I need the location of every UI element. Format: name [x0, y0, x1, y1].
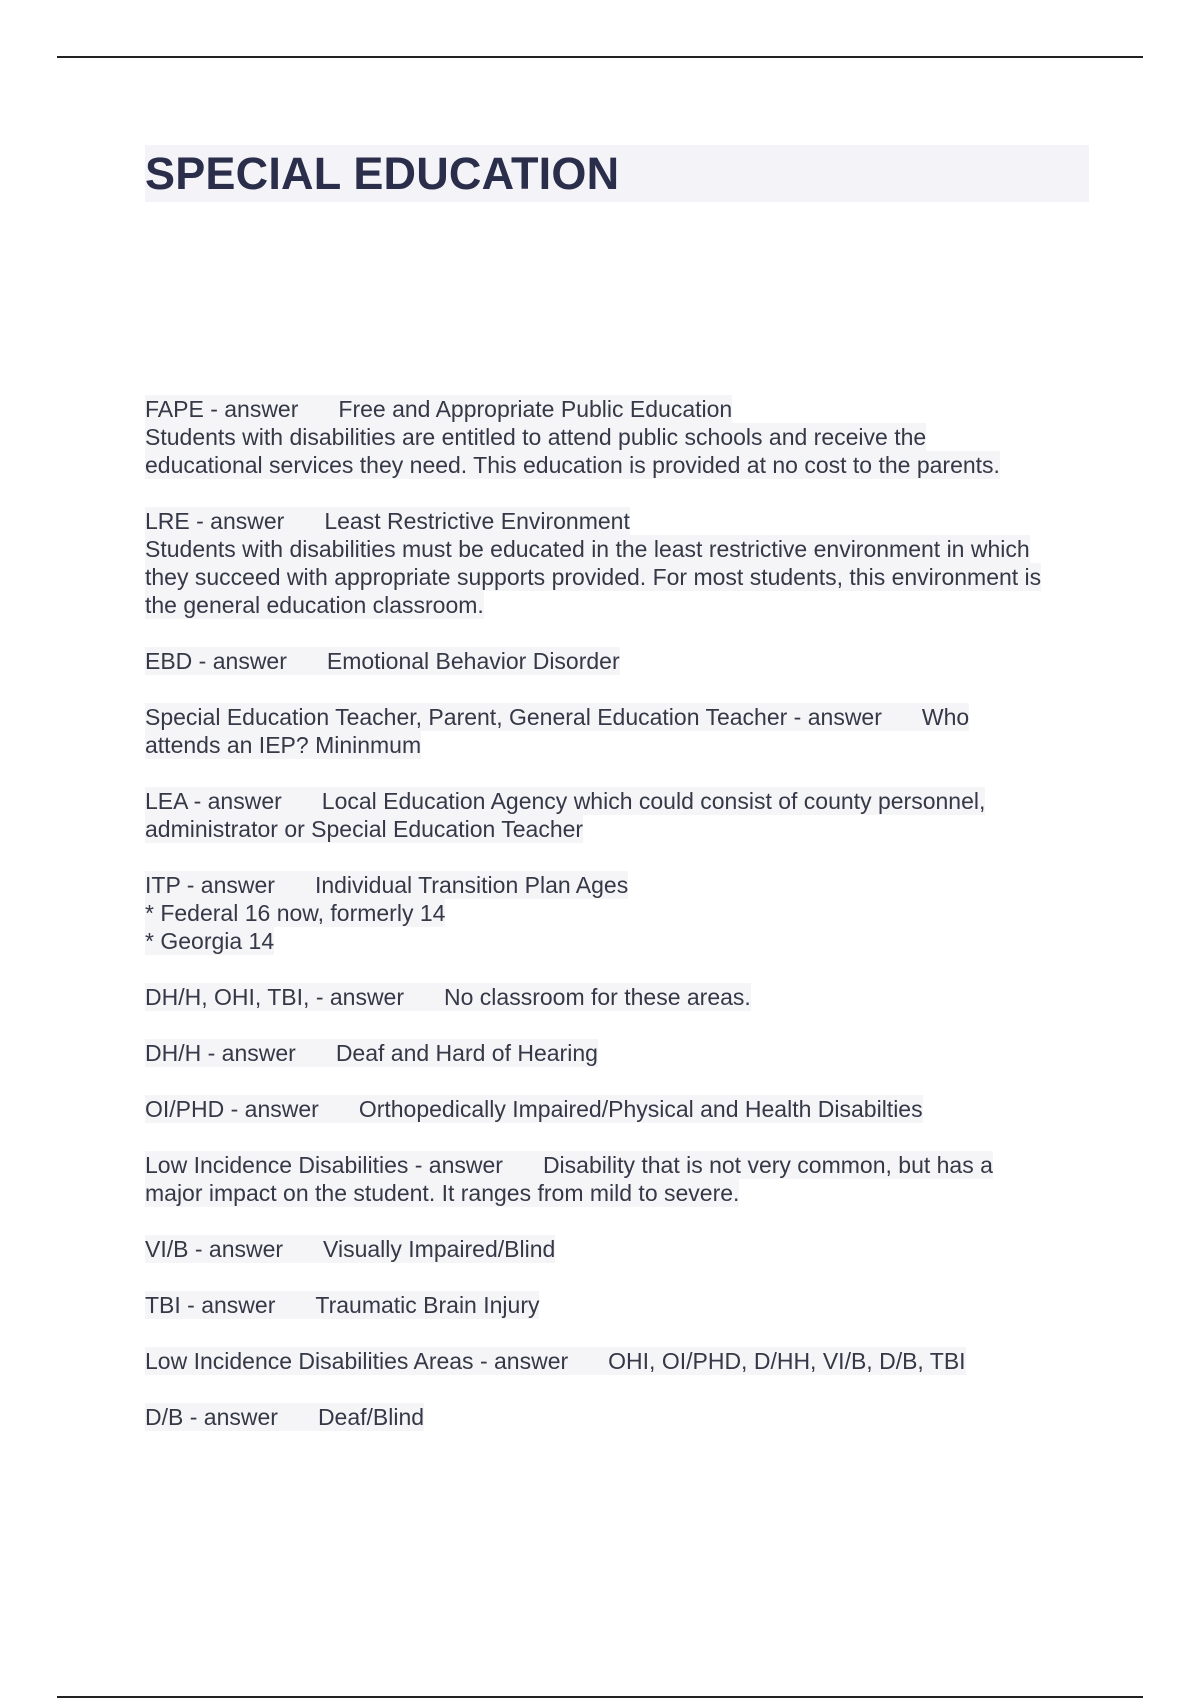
question-term: LEA - answer [145, 788, 282, 814]
question-term: DH/H, OHI, TBI, - answer [145, 984, 405, 1010]
qa-line [145, 1039, 598, 1067]
answer-text: OHI, OI/PHD, D/HH, VI/B, D/B, TBI [608, 1348, 966, 1374]
bottom-rule [57, 1696, 1143, 1698]
answer-text: Deaf/Blind [317, 1404, 425, 1430]
question-term: Low Incidence Disabilities - answer [145, 1152, 503, 1178]
answer-text: No classroom for these areas. [444, 984, 751, 1010]
qa-item [145, 703, 1105, 759]
qa-item [145, 787, 1105, 843]
qa-line [145, 927, 274, 955]
qa-item [145, 507, 1105, 619]
answer-text: Students with disabilities are entitled to attend public schools and receive the [145, 424, 927, 450]
qa-line [145, 647, 620, 675]
answer-text: * Georgia 14 [145, 928, 275, 954]
answer-text: Students with disabilities must be educated in the least restrictive environment in which [145, 536, 1030, 562]
qa-line [145, 1403, 424, 1431]
qa-line [145, 591, 484, 619]
qa-item [145, 1039, 1105, 1067]
qa-line [145, 871, 628, 899]
qa-line [145, 1347, 966, 1375]
answer-text: * Federal 16 now, formerly 14 [145, 900, 446, 926]
qa-line [145, 731, 421, 759]
answer-text: Local Education Agency which could consist of county personnel, [321, 788, 986, 814]
qa-item [145, 1291, 1105, 1319]
answer-text: major impact on the student. It ranges from mild to severe. [145, 1180, 740, 1206]
qa-item [145, 1151, 1105, 1207]
question-term: Special Education Teacher, Parent, General Education Teacher - answer [145, 704, 882, 730]
qa-line [145, 1291, 539, 1319]
answer-text: Who [921, 704, 970, 730]
answer-text: educational services they need. This education is provided at no cost to the parents. [145, 452, 1000, 478]
qa-line [145, 395, 732, 423]
qa-line [145, 815, 583, 843]
question-term: FAPE - answer [145, 396, 299, 422]
qa-item [145, 395, 1105, 479]
qa-line [145, 983, 751, 1011]
qa-line [145, 1095, 923, 1123]
qa-line [145, 787, 985, 815]
qa-item [145, 647, 1105, 675]
answer-text: Individual Transition Plan Ages [314, 872, 629, 898]
answer-text: Orthopedically Impaired/Physical and Health Disabilties [358, 1096, 923, 1122]
question-term: OI/PHD - answer [145, 1096, 319, 1122]
answer-text: Deaf and Hard of Hearing [335, 1040, 598, 1066]
answer-text: Traumatic Brain Injury [315, 1292, 540, 1318]
answer-text: the general education classroom. [145, 592, 484, 618]
question-term: Low Incidence Disabilities Areas - answer [145, 1348, 569, 1374]
qa-line [145, 563, 1041, 591]
qa-item [145, 1347, 1105, 1375]
answer-text: Free and Appropriate Public Education [338, 396, 733, 422]
question-term: LRE - answer [145, 508, 285, 534]
question-term: EBD - answer [145, 648, 287, 674]
top-rule [57, 56, 1143, 58]
qa-item [145, 983, 1105, 1011]
qa-line [145, 1235, 555, 1263]
question-term: ITP - answer [145, 872, 275, 898]
answer-text: Emotional Behavior Disorder [326, 648, 620, 674]
qa-line [145, 451, 1000, 479]
answer-text: Visually Impaired/Blind [323, 1236, 556, 1262]
answer-text: Least Restrictive Environment [324, 508, 630, 534]
answer-text: Disability that is not very common, but has a [542, 1152, 993, 1178]
qa-line [145, 535, 1030, 563]
qa-list [145, 395, 1105, 1459]
qa-line [145, 1151, 993, 1179]
qa-item [145, 1235, 1105, 1263]
qa-line [145, 899, 445, 927]
page-title: SPECIAL EDUCATION [145, 148, 620, 199]
qa-line [145, 703, 969, 731]
question-term: D/B - answer [145, 1404, 278, 1430]
answer-text: attends an IEP? Mininmum [145, 732, 422, 758]
question-term: DH/H - answer [145, 1040, 296, 1066]
answer-text: they succeed with appropriate supports provided. For most students, this environment is [145, 564, 1042, 590]
qa-line [145, 423, 926, 451]
qa-line [145, 1179, 739, 1207]
question-term: TBI - answer [145, 1292, 276, 1318]
qa-item [145, 871, 1105, 955]
qa-item [145, 1095, 1105, 1123]
qa-item [145, 1403, 1105, 1431]
question-term: VI/B - answer [145, 1236, 284, 1262]
answer-text: administrator or Special Education Teacher [145, 816, 584, 842]
qa-line [145, 507, 630, 535]
